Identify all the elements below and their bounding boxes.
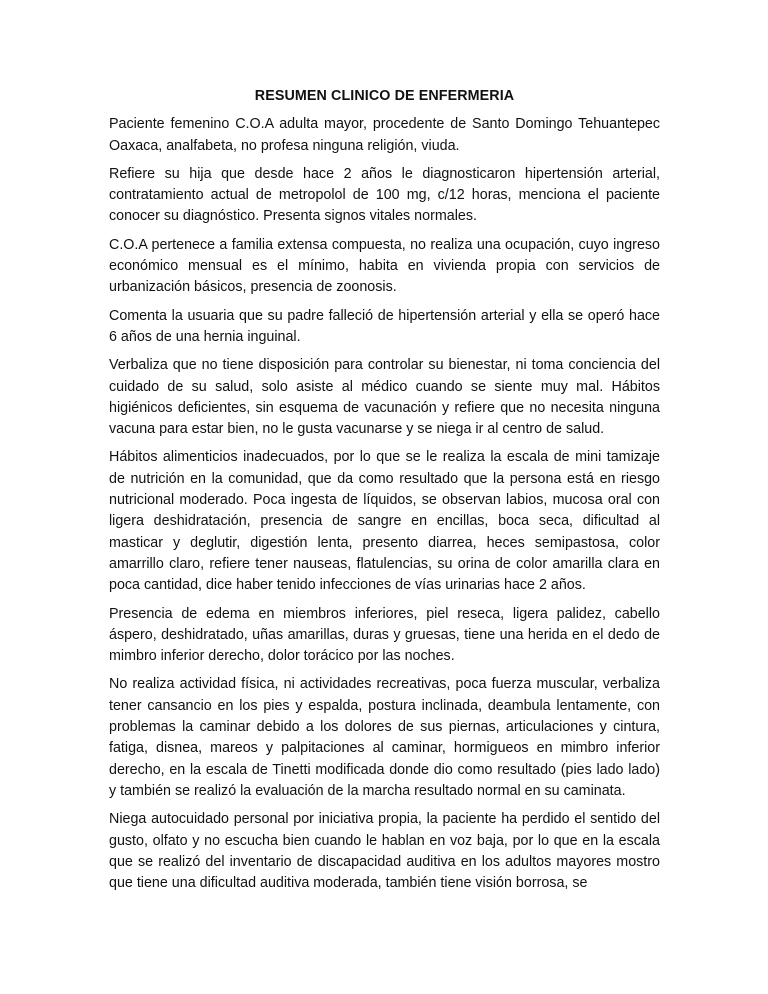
- paragraph-self-care-senses: Niega autocuidado personal por iniciativa propia, la paciente ha perdido el sentido del gusto, olfato y no escucha bien cuando le hablan en voz baja, por lo que en la escala que se realizó del inventario de discapacidad auditiva en los adultos mayores mostro que tiene una dificultad auditiva moderada, también tiene visión borrosa, se: [109, 811, 660, 892]
- paragraph-patient-identification: Paciente femenino C.O.A adulta mayor, procedente de Santo Domingo Tehuantepec Oaxaca, analfabeta, no profesa ninguna religión, viuda.: [109, 116, 660, 154]
- paragraph-health-perception: Verbaliza que no tiene disposición para controlar su bienestar, ni toma conciencia del cuidado de su salud, solo asiste al médico cuando se siente muy mal. Hábitos higiénicos deficientes, sin esquema de vacunación y refiere que no necesita ninguna vacuna para estar bien, no le gusta vacunarse y se niega ir al centro de salud.: [109, 357, 660, 438]
- paragraph-family-history: Comenta la usuaria que su padre falleció de hipertensión arterial y ella se operó hace 6 años de una hernia inguinal.: [109, 307, 660, 345]
- paragraph-nutrition: Hábitos alimenticios inadecuados, por lo que se le realiza la escala de mini tamizaje de nutrición en la comunidad, que da como resultado que la persona está en riesgo nutricional moderado. Poca ingesta de líquidos, se observan labios, mucosa oral con ligera deshidratación, presencia de sangre en encillas, boca seca, dificultad al masticar y deglutir, digestión lenta, presento diarrea, heces semipastosa, color amarrillo claro, refiere tener nauseas, flatulencias, su orina de color amarilla clara en poca cantidad, dice haber tenido infecciones de vías urinarias hace 2 años.: [109, 449, 660, 594]
- document-page: [109, 86, 660, 901]
- paragraph-diagnosis: Refiere su hija que desde hace 2 años le diagnosticaron hipertensión arterial, contratamiento actual de metropolol de 100 mg, c/12 horas, menciona el paciente conocer su diagnóstico. Presenta signos vitales normales.: [109, 165, 660, 225]
- document-title: RESUMEN CLINICO DE ENFERMERIA: [254, 88, 515, 104]
- paragraph-activity-mobility: No realiza actividad física, ni actividades recreativas, poca fuerza muscular, verbaliza tener cansancio en los pies y espalda, postura inclinada, deambula lentamente, con problemas la caminar debido a los dolores de sus piernas, articulaciones y cintura, fatiga, disnea, mareos y palpitaciones al caminar, hormigueos en mimbro inferior derecho, en la escala de Tinetti modificada donde dio como resultado (pies lado lado) y también se realizó la evaluación de la marcha resultado normal en su caminata.: [109, 676, 660, 799]
- paragraph-family-socioeconomic: C.O.A pertenece a familia extensa compuesta, no realiza una ocupación, cuyo ingreso económico mensual es el mínimo, habita en vivienda propia con servicios de urbanización básicos, presencia de zoonosis.: [109, 236, 660, 296]
- paragraph-skin-integrity: Presencia de edema en miembros inferiores, piel reseca, ligera palidez, cabello áspero, deshidratado, uñas amarillas, duras y gruesas, tiene una herida en el dedo de mimbro inferior derecho, dolor torácico por las noches.: [109, 605, 660, 665]
